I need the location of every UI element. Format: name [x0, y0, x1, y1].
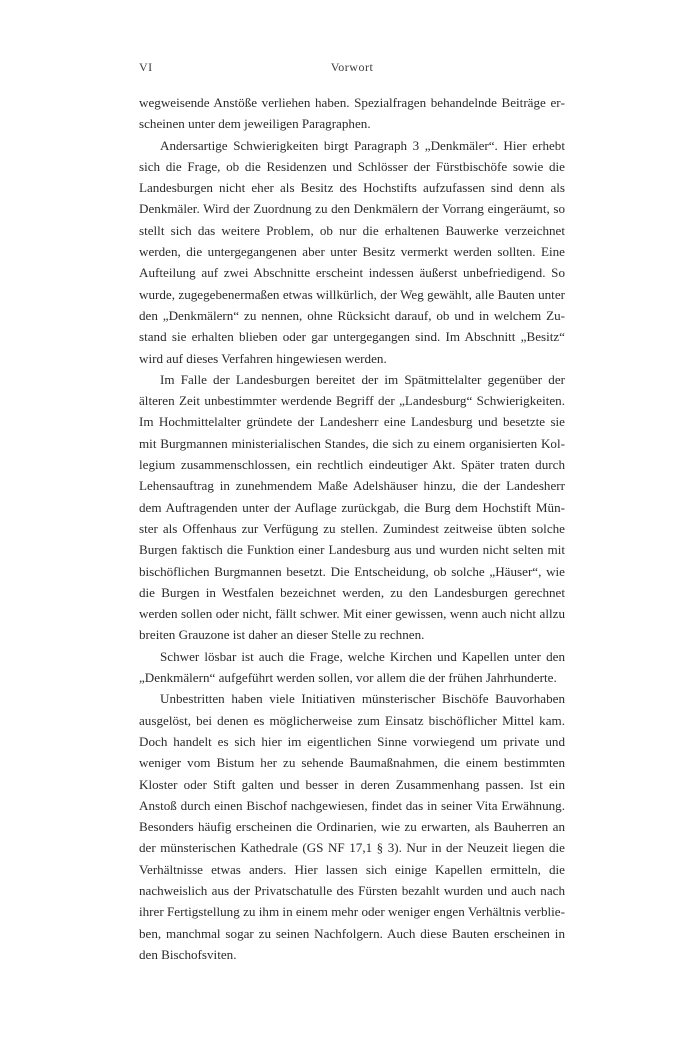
paragraph: Unbestritten haben viele Initiativen münsterischer Bischöfe Bauvorhaben ausgelöst, bei denen es möglicherweise zum Einsatz bischöflicher Mittel kam. Doch handelt es sich hier im eigentlichen Sinne vorwiegend um private und weniger vom Bistum her zu sehende Baumaßnahmen, die einem bestimmten Kloster oder Stift galten und besser in deren Zusammenhang passen. Ist ein Anstoß durch einen Bischof nachgewiesen, findet das in seiner Vita Erwähnung. Besonders häufig erscheinen die Ordinarien, wie zu erwarten, als Bauherren an der münsterischen Kathedrale (GS NF 17,1 § 3). Nur in der Neuzeit liegen die Verhältnisse etwas anders. Hier lassen sich einige Kapellen ermitteln, die nachweislich aus der Privatschatulle des Fürsten bezahlt wurden und auch nach ihrer Fertigstellung zu ihm in einem mehr oder weniger engen Verhältnis verblieben, manchmal sogar zu seinen Nachfolgern. Auch diese Bauten erscheinen in den Bischofsviten. [139, 691, 565, 962]
body-text [139, 92, 565, 965]
book-page [139, 60, 565, 965]
paragraph: Andersartige Schwierigkeiten birgt Paragraph 3 „Denkmäler“. Hier erhebt sich die Frage, ob die Residenzen und Schlösser der Fürstbischöfe sowie die Landesburgen nicht eher als Besitz des Hochstifts aufzufassen sind denn als Denkmäler. Wird der Zuordnung zu den Denkmälern der Vorrang eingeräumt, so stellt sich das weitere Problem, ob nur die erhaltenen Bauwerke verzeichnet werden, die untergegangenen aber unter Besitz vermerkt werden sollten. Eine Aufteilung auf zwei Abschnitte erscheint indessen äußerst unbefriedigend. So wurde, zugegebenermaßen etwas willkürlich, der Weg gewählt, alle Bauten unter den „Denkmälern“ zu nennen, ohne Rücksicht darauf, ob und in welchem Zustand sie erhalten blieben oder gar untergegangen sind. Im Abschnitt „Besitz“ wird auf dieses Verfahren hingewiesen werden. [139, 137, 565, 366]
paragraph: Im Falle der Landesburgen bereitet der im Spätmittelalter gegenüber der älteren Zeit unbestimmter werdende Begriff der „Landesburg“ Schwierigkeiten. Im Hochmittelalter gründete der Landesherr eine Landesburg und besetzte sie mit Burgmannen ministerialischen Standes, die sich zu einem organisierten Kollegium zusammenschlossen, ein rechtlich eindeutiger Akt. Später traten durch Lehensauftrag in zunehmendem Maße Adelshäuser hinzu, die der Landesherr dem Auftragenden unter der Auflage zurückgab, die Burg dem Hochstift Münster als Offenhaus zur Verfügung zu stellen. Zumindest zeitweise übten solche Burgen faktisch die Funktion einer Landesburg aus und wurden nicht selten mit bischöflichen Burgmannen besetzt. Die Entscheidung, ob solche „Häuser“, wie die Burgen in Westfalen bezeichnet werden, zu den Landesburgen gerechnet werden sollen oder nicht, fällt schwer. Mit einer gewissen, wenn auch nicht allzu breiten Grauzone ist daher an dieser Stelle zu rechnen. [139, 371, 565, 643]
paragraph: Schwer lösbar ist auch die Frage, welche Kirchen und Kapellen unter den „Denkmälern“ aufgeführt werden sollen, vor allem die der frühen Jahrhunderte. [139, 648, 565, 686]
page-number: VI [139, 60, 153, 74]
running-head [139, 60, 565, 82]
paragraph-continued: wegweisende Anstöße verliehen haben. Spezialfragen behandelnde Beiträge erscheinen unter dem jeweiligen Paragraphen. [139, 95, 565, 132]
running-title: Vorwort [330, 60, 374, 74]
